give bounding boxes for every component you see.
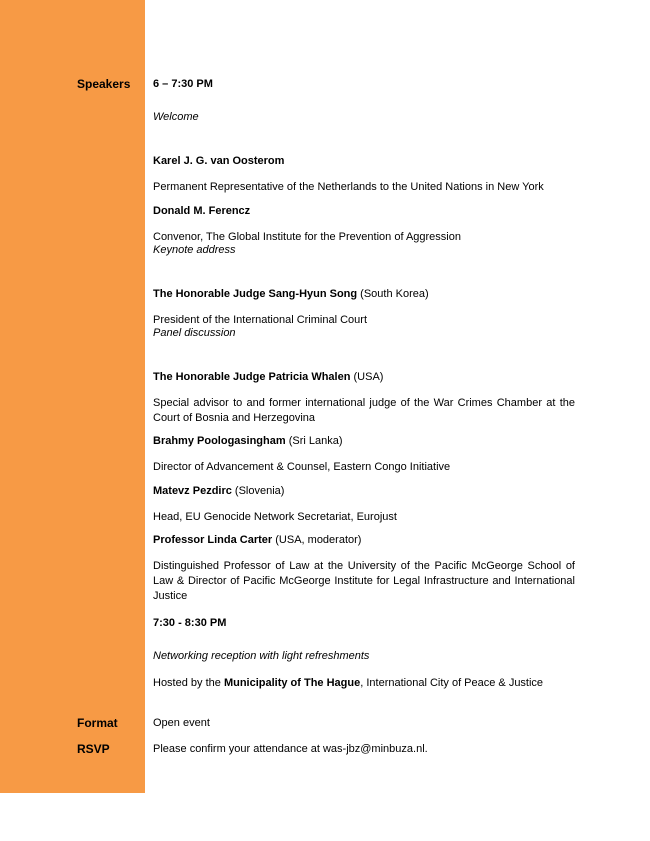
sidebar-band — [0, 0, 145, 793]
speaker-block — [153, 522, 575, 615]
speaker-name: Brahmy Poologasingham — [153, 435, 286, 447]
keynote-heading: Keynote address — [153, 244, 236, 256]
speaker-role: Head, EU Genocide Network Secretariat, Eurojust — [153, 511, 397, 523]
session1-time: 6 – 7:30 PM — [153, 78, 213, 90]
speaker-name: The Honorable Judge Sang-Hyun Song — [153, 288, 358, 300]
speaker-name: Professor Linda Carter — [153, 534, 273, 546]
speaker-country: (Slovenia) — [231, 485, 285, 497]
speaker-name: The Honorable Judge Patricia Whalen — [153, 371, 351, 383]
rsvp-value: Please confirm your attendance at was-jbz@minbuza.nl. — [153, 743, 428, 755]
speaker-name: Donald M. Ferencz — [153, 205, 251, 217]
speaker-role: Special advisor to and former international judge of the War Crimes Chamber at the Court of Bosnia and Herzegovina — [153, 397, 575, 424]
speaker-name: Karel J. G. van Oosterom — [153, 155, 285, 167]
speaker-role: Permanent Representative of the Netherlands to the United Nations in New York — [153, 181, 544, 193]
speaker-country: (Sri Lanka) — [285, 435, 343, 447]
speaker-country: (USA) — [350, 371, 384, 383]
welcome-heading: Welcome — [153, 111, 199, 123]
format-value: Open event — [153, 717, 210, 729]
session2-time: 7:30 - 8:30 PM — [153, 617, 227, 629]
speaker-country: (South Korea) — [357, 288, 429, 300]
speaker-role: Convenor, The Global Institute for the Prevention of Aggression — [153, 231, 461, 243]
speaker-name: Matevz Pezdirc — [153, 485, 232, 497]
hosted-suffix: , International City of Peace & Justice — [360, 677, 544, 689]
speaker-country: (USA, moderator) — [272, 534, 362, 546]
hosted-prefix: Hosted by the — [153, 677, 224, 689]
format-label: Format — [77, 716, 118, 730]
hosted-host: Municipality of The Hague — [223, 677, 361, 689]
rsvp-label: RSVP — [77, 742, 110, 756]
reception-heading: Networking reception with light refreshments — [153, 650, 370, 662]
speaker-role: Director of Advancement & Counsel, Eastern Congo Initiative — [153, 461, 451, 473]
speakers-label: Speakers — [77, 77, 131, 91]
speaker-role: President of the International Criminal Court — [153, 314, 367, 326]
speaker-role: Distinguished Professor of Law at the University of the Pacific McGeorge School of Law & Director of Pacific McGeorge Institute for Legal Infrastructure and International Justice — [153, 560, 575, 602]
panel-heading: Panel discussion — [153, 327, 236, 339]
hosted-by-line — [153, 676, 583, 691]
